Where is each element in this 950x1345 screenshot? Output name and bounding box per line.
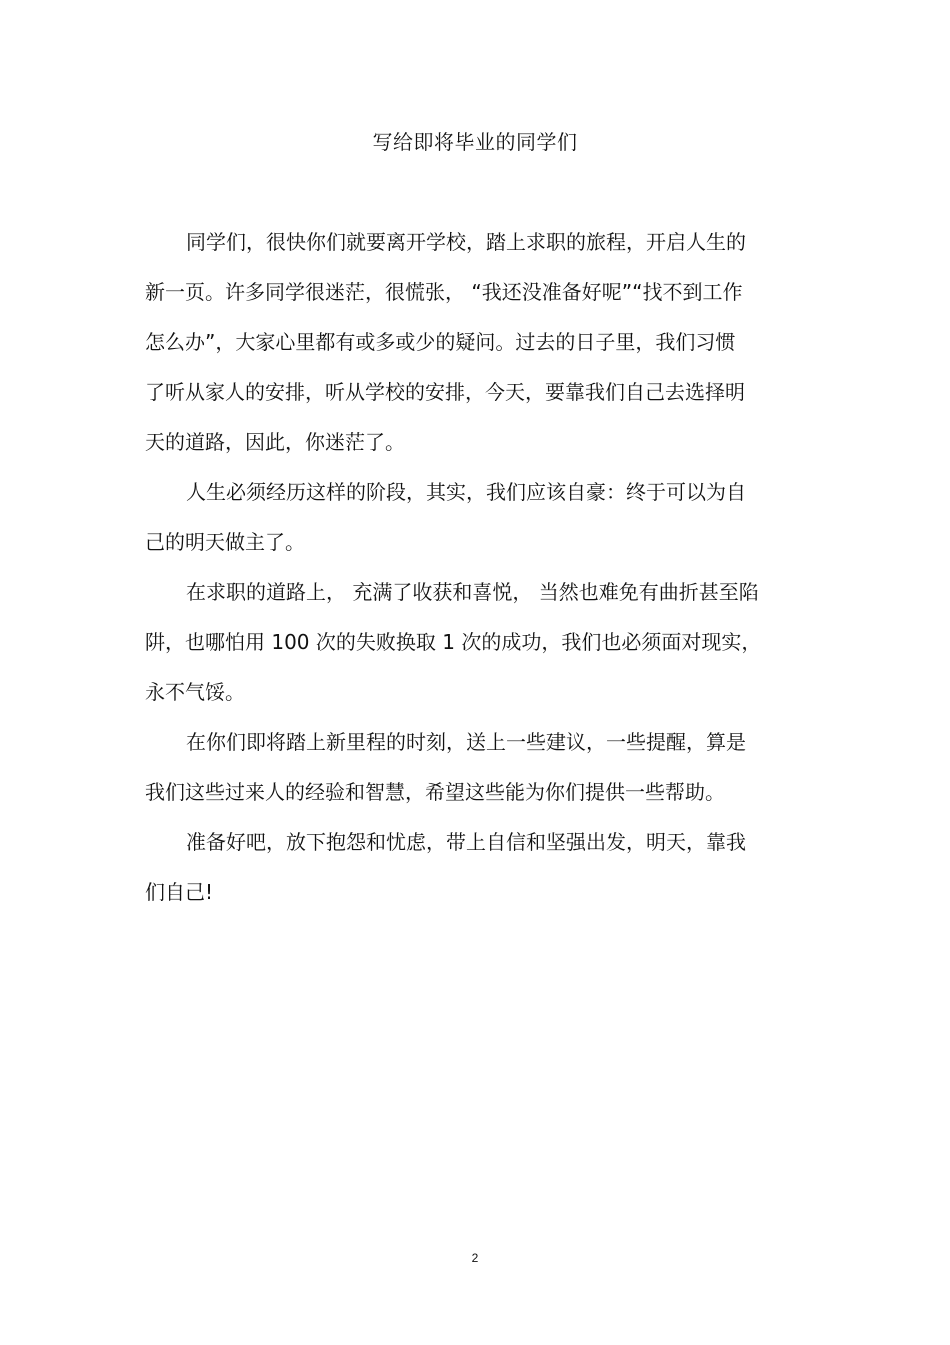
paragraph-3-line-1: 在求职的道路上， 充满了收获和喜悦， 当然也难免有曲折甚至陷 <box>186 580 759 604</box>
paragraph-1-line-2: 新一页。许多同学很迷茫，很慌张， “我还没准备好呢”“找不到工作 <box>145 280 743 304</box>
paragraph-3-line-2: 阱，也哪怕用 100 次的失败换取 1 次的成功，我们也必须面对现实， <box>145 630 762 654</box>
paragraph-5-line-2: 们自己! <box>145 880 214 904</box>
paragraph-5-line-1: 准备好吧，放下抱怨和忧虑，带上自信和坚强出发，明天，靠我 <box>186 830 746 854</box>
document-title: 写给即将毕业的同学们 <box>372 130 578 154</box>
paragraph-2-line-1: 人生必须经历这样的阶段，其实，我们应该自豪：终于可以为自 <box>186 480 746 504</box>
paragraph-1-line-1: 同学们，很快你们就要离开学校，踏上求职的旅程，开启人生的 <box>186 230 746 254</box>
paragraph-1-line-5: 天的道路，因此，你迷茫了。 <box>145 430 405 454</box>
paragraph-3-line-3: 永不气馁。 <box>145 680 245 704</box>
paragraph-4-line-1: 在你们即将踏上新里程的时刻，送上一些建议，一些提醒，算是 <box>186 730 746 754</box>
paragraph-4-line-2: 我们这些过来人的经验和智慧，希望这些能为你们提供一些帮助。 <box>145 780 725 804</box>
paragraph-1-line-4: 了听从家人的安排，听从学校的安排，今天，要靠我们自己去选择明 <box>145 380 745 404</box>
paragraph-2-line-2: 己的明天做主了。 <box>145 530 305 554</box>
page-number: 2 <box>471 1251 479 1265</box>
paragraph-1-line-3: 怎么办”，大家心里都有或多或少的疑问。过去的日子里，我们习惯 <box>145 330 736 354</box>
